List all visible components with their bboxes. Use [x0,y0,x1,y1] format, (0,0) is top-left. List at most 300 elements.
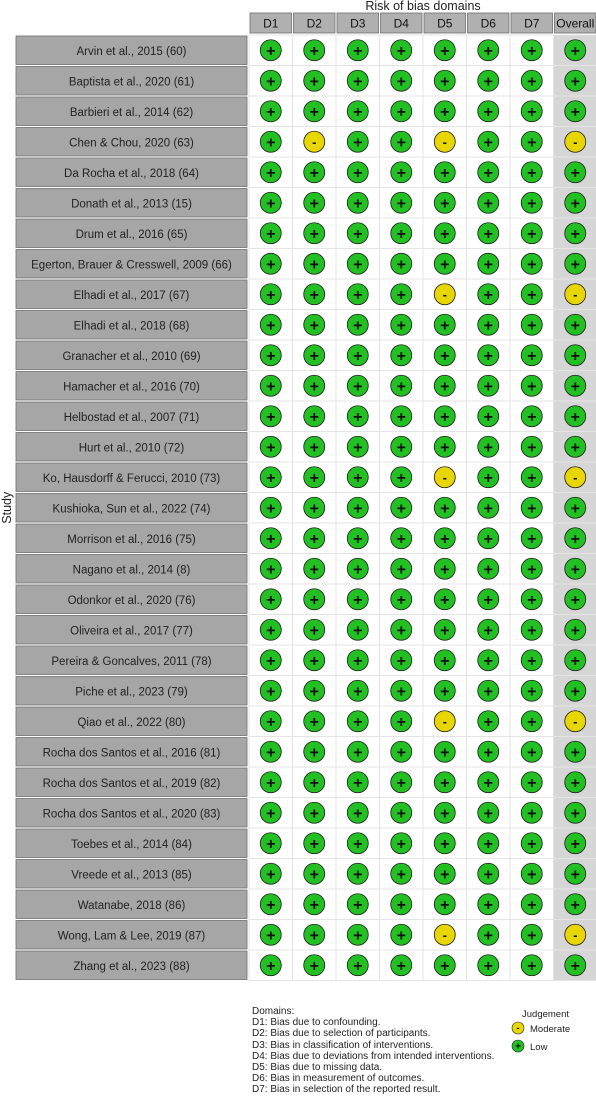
judgement-symbol: + [309,744,319,762]
judgement-symbol: + [309,591,319,609]
study-label: Helbostad et al., 2007 (71) [63,411,200,424]
judgement-symbol: + [527,408,537,426]
judgement-symbol: + [570,256,580,274]
judgement-symbol: + [353,286,363,304]
judgement-symbol: + [570,225,580,243]
judgement-symbol: - [442,134,447,150]
study-label: Arvin et al., 2015 (60) [76,45,187,58]
judgement-symbol: + [570,683,580,701]
judgement-symbol: + [396,530,406,548]
judgement-symbol: + [266,378,276,396]
judgement-symbol: + [527,927,537,945]
study-label: Kushioka, Sun et al., 2022 (74) [52,503,211,516]
judgement-symbol: + [440,530,450,548]
judgement-symbol: + [309,195,319,213]
domain-item: D3: Bias in classification of interventions. [252,1039,434,1051]
judgement-symbol: + [353,225,363,243]
judgement-symbol: + [266,591,276,609]
judgement-symbol: + [570,591,580,609]
judgement-symbol: + [353,561,363,579]
judgement-symbol: + [527,225,537,243]
judgement-symbol: + [483,195,493,213]
judgement-symbol: + [353,500,363,518]
judgement-symbol: + [396,256,406,274]
judgement-symbol: + [483,805,493,823]
judgement-symbol: + [527,622,537,640]
judgement-symbol: + [396,835,406,853]
study-label: Odonkor et al., 2020 (76) [67,594,196,607]
judgement-symbol: + [527,957,537,975]
judgement-symbol: + [353,408,363,426]
judgement-symbol: + [527,866,537,884]
judgement-symbol: + [309,683,319,701]
judgement-symbol: + [527,256,537,274]
judgement-symbol: + [266,347,276,365]
judgement-symbol: + [483,103,493,121]
judgement-symbol: + [483,286,493,304]
judgement-symbol: + [266,957,276,975]
judgement-symbol: + [309,103,319,121]
judgement-symbol: + [353,652,363,670]
judgement-symbol: + [353,713,363,731]
judgement-symbol: + [570,500,580,518]
study-label: Rocha dos Santos et al., 2016 (81) [42,747,221,760]
study-label: Elhadi et al., 2017 (67) [73,289,190,302]
judgement-symbol: + [266,713,276,731]
judgement-symbol: + [266,744,276,762]
judgement-symbol: + [309,286,319,304]
judgement-symbol: + [570,896,580,914]
judgement-symbol: + [483,774,493,792]
judgement-symbol: - [573,713,578,729]
judgement-symbol: + [266,164,276,182]
judgement-symbol: + [483,73,493,91]
judgement-symbol: + [396,957,406,975]
judgement-symbol: + [309,927,319,945]
judgement-symbol: + [353,469,363,487]
judgement-symbol: + [309,805,319,823]
judgement-symbol: + [396,134,406,152]
judgement-symbol: + [570,408,580,426]
judgement-symbol: + [483,652,493,670]
study-label: Barbieri et al., 2014 (62) [69,106,194,119]
judgement-symbol: + [527,134,537,152]
judgement-symbol: + [527,774,537,792]
judgement-symbol: + [309,317,319,335]
study-label: Hamacher et al., 2016 (70) [63,381,200,394]
judgement-symbol: + [353,256,363,274]
judgement-symbol: + [527,683,537,701]
judgement-symbol: + [440,347,450,365]
judgement-symbol: + [527,805,537,823]
judgement-symbol: + [483,835,493,853]
judgement-symbol: + [440,957,450,975]
judgement-symbol: + [527,164,537,182]
judgement-legend [500,1020,596,1070]
column-header-label: D5 [437,16,453,31]
judgement-symbol: + [483,42,493,60]
domain-item: D2: Bias due to selection of participants. [252,1028,431,1040]
judgement-symbol: + [440,500,450,518]
study-label: Donath et al., 2013 (15) [71,198,192,211]
study-label: Qiao et al., 2022 (80) [77,716,186,729]
judgement-symbol: + [353,622,363,640]
judgement-symbol: + [266,652,276,670]
judgement-symbol: + [483,957,493,975]
study-label: Chen & Chou, 2020 (63) [69,137,194,150]
column-header-label: D6 [480,16,496,31]
judgement-symbol: + [527,286,537,304]
judgement-symbol: + [396,683,406,701]
judgement-symbol: + [266,256,276,274]
judgement-symbol: + [309,835,319,853]
judgement-symbol: + [527,591,537,609]
judgement-symbol: + [353,164,363,182]
study-label: Morrison et al., 2016 (75) [67,533,196,546]
judgement-symbol: + [440,835,450,853]
judgement-symbol: + [440,774,450,792]
y-axis-label: Study [0,491,14,524]
judgement-symbol: + [527,378,537,396]
judgement-symbol: + [570,439,580,457]
judgement-symbol: + [570,866,580,884]
study-label: Toebes et al., 2014 (84) [71,838,192,851]
judgement-symbol: + [353,591,363,609]
judgement-symbol: + [483,927,493,945]
column-header-label: D1 [263,16,279,31]
judgement-symbol: + [396,225,406,243]
judgement-symbol: - [573,927,578,943]
judgement-symbol: + [527,896,537,914]
judgement-symbol: + [483,713,493,731]
judgement-symbol: + [440,744,450,762]
judgement-symbol: + [266,683,276,701]
moderate-legend-label: Moderate [530,1024,571,1035]
study-label: Oliveira et al., 2017 (77) [70,625,193,638]
judgement-symbol: + [570,103,580,121]
study-label: Egerton, Brauer & Cresswell, 2009 (66) [31,259,232,272]
judgement-symbol: + [353,195,363,213]
judgement-symbol: + [527,561,537,579]
judgement-symbol: + [396,652,406,670]
judgement-symbol: + [483,896,493,914]
judgement-symbol: + [570,622,580,640]
study-label: Baptista et al., 2020 (61) [68,76,195,89]
judgement-symbol: + [527,347,537,365]
judgement-symbol: + [440,805,450,823]
judgement-symbol: + [527,500,537,518]
judgement-symbol: + [483,469,493,487]
domains-legend [252,1006,494,1096]
judgement-symbol: + [440,561,450,579]
domain-item: D1: Bias due to confounding. [252,1017,381,1029]
judgement-symbol: + [353,957,363,975]
judgement-symbol: + [309,774,319,792]
study-label: Granacher et al., 2010 (69) [62,350,201,363]
judgement-symbol: + [266,530,276,548]
judgement-symbol: + [309,256,319,274]
judgement-symbol: - [312,134,317,150]
judgement-symbol: - [573,134,578,150]
study-label: Hurt et al., 2010 (72) [78,442,185,455]
judgement-symbol: + [570,774,580,792]
judgement-symbol: + [353,134,363,152]
judgement-symbol: + [570,378,580,396]
judgement-symbol: + [396,439,406,457]
judgement-symbol: + [353,103,363,121]
chart-title: Risk of bias domains [365,0,481,13]
judgement-symbol: + [309,957,319,975]
judgement-symbol: + [440,164,450,182]
judgement-symbol: + [309,439,319,457]
judgement-symbol: + [527,42,537,60]
study-label: Piche et al., 2023 (79) [75,686,188,699]
judgement-symbol: + [570,957,580,975]
judgement-symbol: + [570,164,580,182]
judgement-symbol: + [440,591,450,609]
judgement-symbol: + [483,866,493,884]
judgement-symbol: + [309,164,319,182]
judgement-symbol: + [266,896,276,914]
judgement-symbol: + [266,805,276,823]
judgement-symbol: + [353,744,363,762]
judgement-symbol: - [573,469,578,485]
judgement-symbol: + [570,805,580,823]
study-label: Elhadi et al., 2018 (68) [73,320,190,333]
judgement-symbol: + [527,317,537,335]
judgement-symbol: + [309,378,319,396]
judgement-symbol: + [483,347,493,365]
judgement-symbol: + [483,317,493,335]
judgement-symbol: + [266,286,276,304]
judgement-symbol: + [309,866,319,884]
judgement-symbol: + [570,561,580,579]
judgement-symbol: + [266,622,276,640]
domains-heading: Domains: [252,1006,295,1017]
judgement-symbol: + [266,866,276,884]
judgement-symbol: + [266,835,276,853]
judgement-symbol: + [353,347,363,365]
judgement-symbol: + [440,408,450,426]
moderate-legend-symbol: - [516,1023,520,1033]
judgement-symbol: + [353,530,363,548]
judgement-symbol: + [570,744,580,762]
judgement-symbol: + [266,469,276,487]
judgement-symbol: + [396,195,406,213]
judgement-symbol: - [442,713,447,729]
judgement-symbol: + [527,469,537,487]
judgement-symbol: + [266,561,276,579]
domain-item: D5: Bias due to missing data. [252,1062,383,1074]
study-label: Pereira & Goncalves, 2011 (78) [51,655,212,668]
judgement-symbol: + [396,561,406,579]
judgement-symbol: + [527,439,537,457]
judgement-symbol: + [396,469,406,487]
judgement-symbol: + [266,927,276,945]
judgement-symbol: + [440,439,450,457]
judgement-symbol: + [483,408,493,426]
judgement-symbol: + [570,652,580,670]
judgement-symbol: + [396,378,406,396]
column-header-label: D3 [350,16,366,31]
judgement-symbol: + [309,469,319,487]
judgement-symbol: + [396,774,406,792]
judgement-symbol: + [527,713,537,731]
judgement-symbol: + [309,500,319,518]
judgement-symbol: + [483,500,493,518]
judgement-symbol: + [396,805,406,823]
judgement-symbol: + [440,317,450,335]
judgement-symbol: - [442,286,447,302]
judgement-legend-title: Judgement [522,1009,570,1020]
judgement-symbol: + [309,347,319,365]
judgement-symbol: + [483,256,493,274]
judgement-symbol: + [353,835,363,853]
judgement-symbol: + [309,713,319,731]
low-legend-label: Low [530,1042,548,1053]
judgement-symbol: + [440,103,450,121]
judgement-symbol: + [396,73,406,91]
judgement-symbol: + [440,256,450,274]
judgement-symbol: + [266,134,276,152]
judgement-symbol: + [266,317,276,335]
judgement-symbol: + [570,195,580,213]
judgement-symbol: + [440,225,450,243]
judgement-symbol: + [396,866,406,884]
judgement-symbol: + [353,774,363,792]
judgement-symbol: + [309,530,319,548]
judgement-symbol: + [353,73,363,91]
judgement-symbol: + [353,927,363,945]
judgement-symbol: + [266,439,276,457]
judgement-symbol: + [266,42,276,60]
judgement-symbol: + [309,561,319,579]
judgement-symbol: + [440,195,450,213]
judgement-symbol: + [309,652,319,670]
judgement-symbol: + [396,500,406,518]
judgement-symbol: + [353,378,363,396]
judgement-symbol: + [396,744,406,762]
judgement-symbol: + [527,835,537,853]
judgement-symbol: - [442,927,447,943]
judgement-symbol: + [396,896,406,914]
judgement-symbol: + [570,347,580,365]
judgement-symbol: + [483,683,493,701]
judgement-symbol: + [266,500,276,518]
domain-item: D4: Bias due to deviations from intended interventions. [252,1050,495,1062]
judgement-symbol: + [396,42,406,60]
judgement-symbol: + [527,73,537,91]
judgement-symbol: + [266,225,276,243]
judgement-symbol: + [266,103,276,121]
judgement-symbol: + [483,561,493,579]
judgement-symbol: + [440,683,450,701]
judgement-symbol: + [483,591,493,609]
low-legend-symbol: + [515,1041,521,1053]
judgement-symbol: + [527,652,537,670]
judgement-symbol: + [483,225,493,243]
study-label: Nagano et al., 2014 (8) [72,564,191,577]
judgement-symbol: + [570,42,580,60]
judgement-symbol: + [483,439,493,457]
study-label: Da Rocha et al., 2018 (64) [64,167,199,180]
column-header-label: D7 [524,16,540,31]
judgement-symbol: + [440,866,450,884]
judgement-symbol: + [396,927,406,945]
judgement-symbol: + [483,622,493,640]
judgement-symbol: + [353,866,363,884]
judgement-symbol: + [483,164,493,182]
judgement-symbol: + [396,622,406,640]
judgement-symbol: + [353,805,363,823]
judgement-symbol: + [570,835,580,853]
judgement-symbol: + [309,408,319,426]
judgement-symbol: + [483,134,493,152]
study-label: Vreede et al., 2013 (85) [71,869,192,882]
judgement-symbol: + [396,713,406,731]
column-header-label: Overall [556,16,595,31]
judgement-symbol: + [266,73,276,91]
judgement-symbol: + [440,652,450,670]
judgement-symbol: + [440,378,450,396]
judgement-symbol: + [440,622,450,640]
study-label: Watanabe, 2018 (86) [77,899,186,912]
judgement-symbol: + [396,164,406,182]
judgement-symbol: + [570,317,580,335]
study-label: Ko, Hausdorff & Ferucci, 2010 (73) [42,472,221,485]
judgement-symbol: + [396,347,406,365]
judgement-symbol: - [573,286,578,302]
judgement-symbol: + [527,195,537,213]
judgement-symbol: + [396,408,406,426]
domain-item: D6: Bias in measurement of outcomes. [252,1073,425,1085]
judgement-symbol: + [266,408,276,426]
column-header-label: D2 [306,16,322,31]
study-label: Drum et al., 2016 (65) [75,228,188,241]
judgement-symbol: + [440,73,450,91]
judgement-symbol: + [483,378,493,396]
judgement-symbol: + [570,530,580,548]
judgement-symbol: + [266,774,276,792]
judgement-symbol: + [396,286,406,304]
judgement-symbol: + [353,439,363,457]
study-label: Zhang et al., 2023 (88) [73,960,190,973]
column-header-label: D4 [393,16,409,31]
judgement-symbol: + [353,683,363,701]
study-label: Rocha dos Santos et al., 2019 (82) [42,777,221,790]
judgement-symbol: + [309,622,319,640]
judgement-symbol: + [353,896,363,914]
judgement-symbol: + [353,42,363,60]
judgement-symbol: + [396,103,406,121]
judgement-symbol: - [442,469,447,485]
domain-item: D7: Bias in selection of the reported result. [252,1084,441,1096]
judgement-symbol: + [396,317,406,335]
judgement-symbol: + [309,225,319,243]
study-label: Wong, Lam & Lee, 2019 (87) [57,930,206,943]
judgement-symbol: + [396,591,406,609]
judgement-symbol: + [440,896,450,914]
judgement-symbol: + [309,73,319,91]
judgement-symbol: + [570,73,580,91]
study-label: Rocha dos Santos et al., 2020 (83) [42,808,221,821]
judgement-symbol: + [483,744,493,762]
judgement-symbol: + [266,195,276,213]
judgement-symbol: + [440,42,450,60]
judgement-symbol: + [483,530,493,548]
judgement-symbol: + [527,530,537,548]
judgement-symbol: + [309,42,319,60]
